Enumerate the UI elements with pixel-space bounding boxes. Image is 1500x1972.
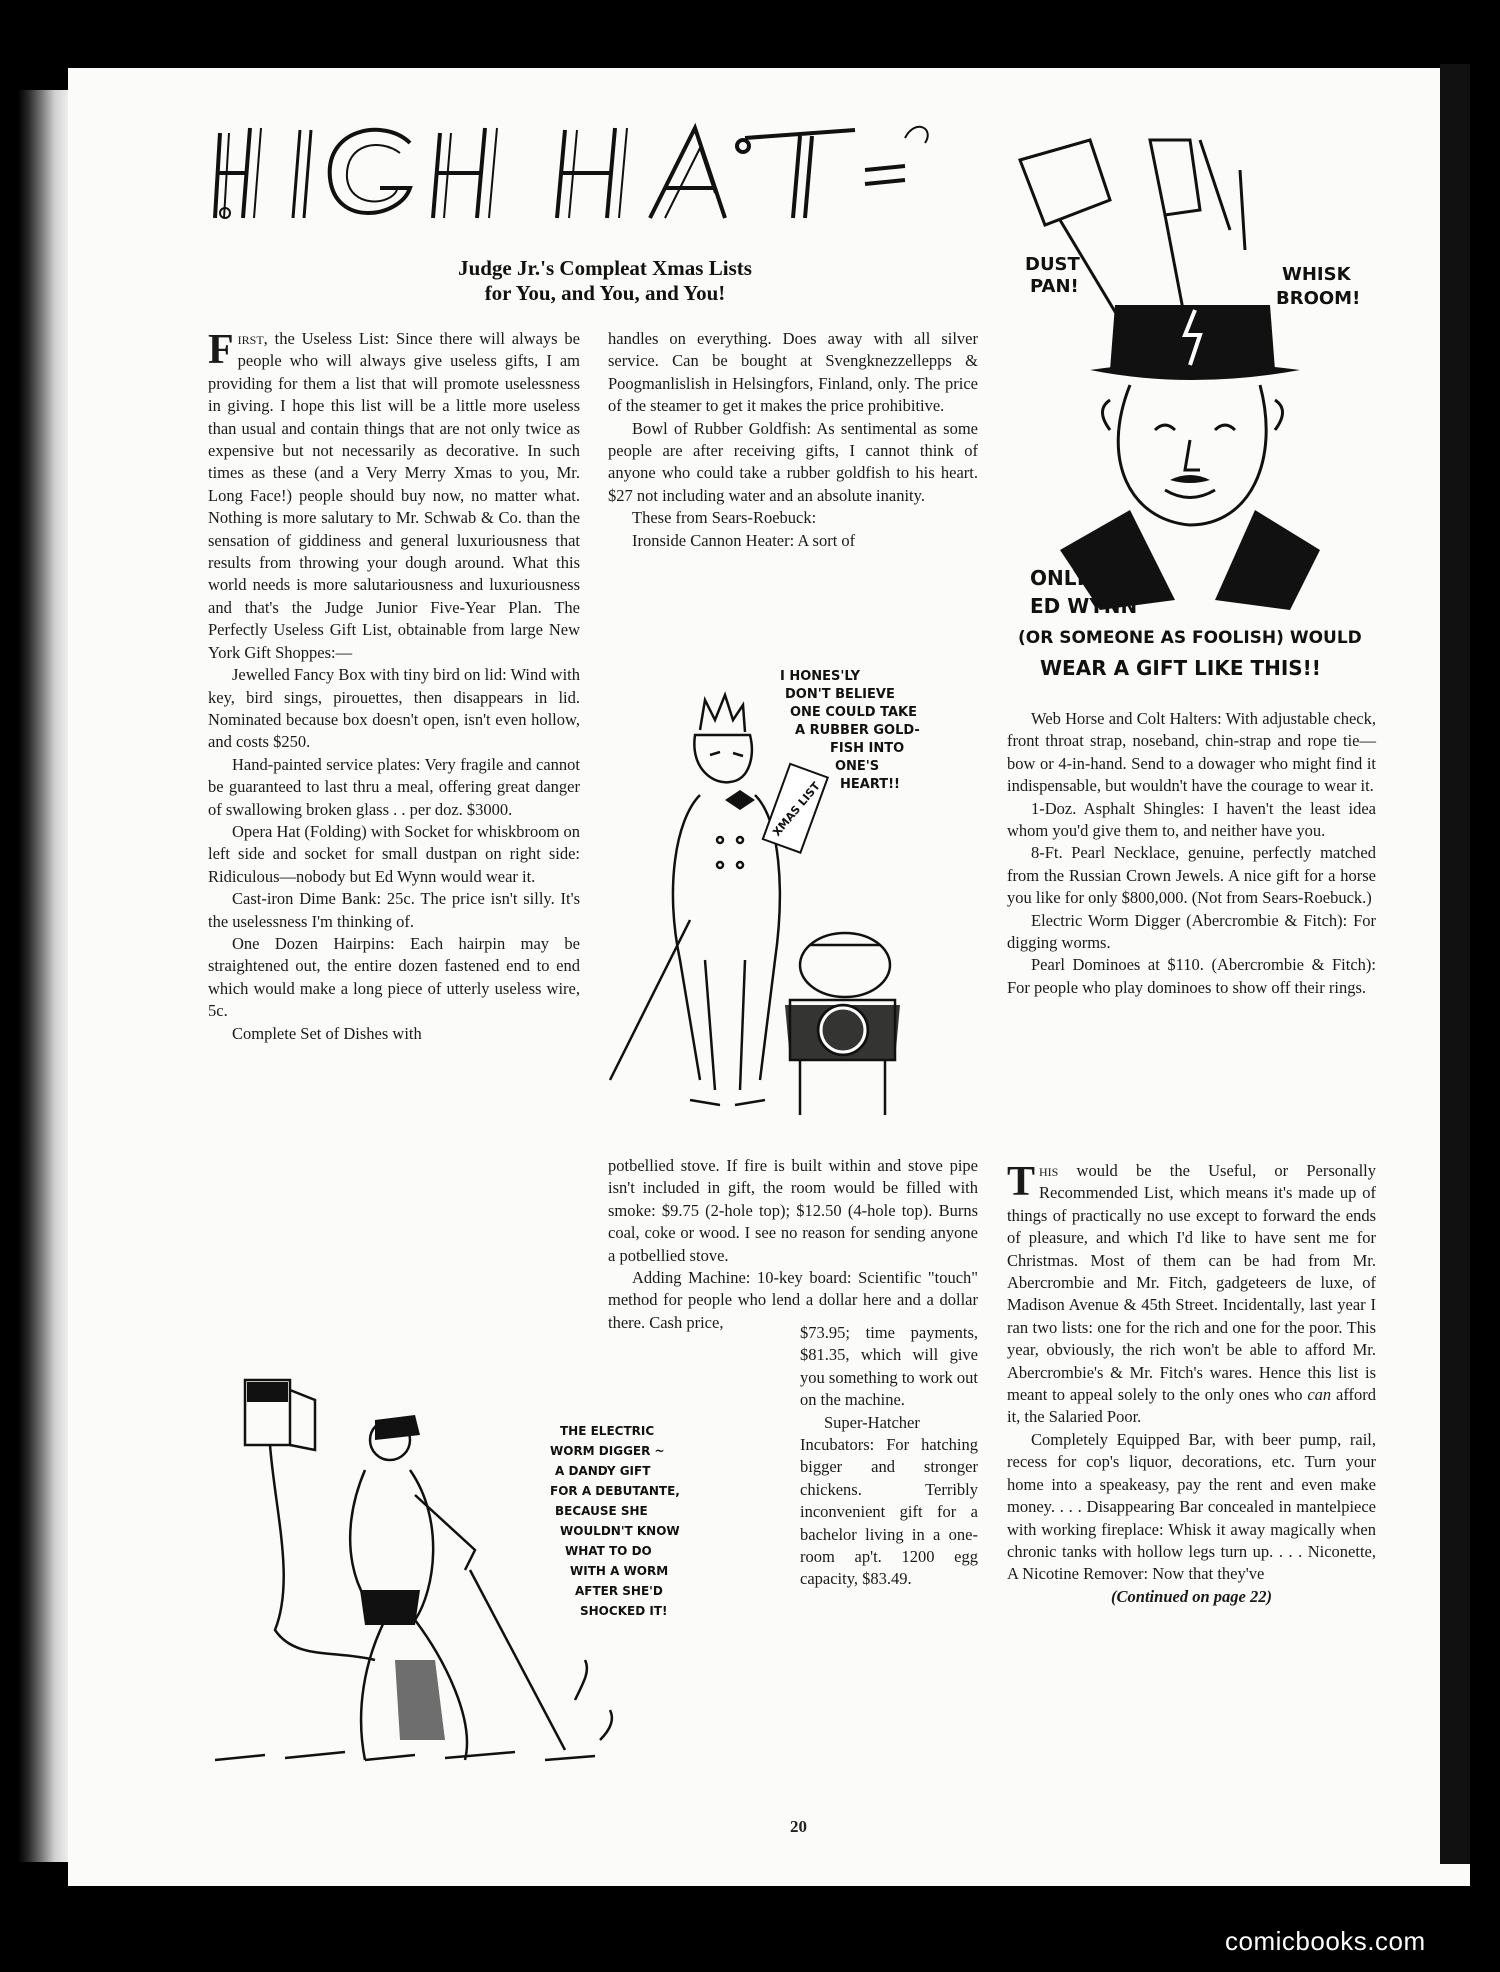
column-2 xyxy=(608,328,978,552)
continued-note: (Continued on page 22) xyxy=(1111,1586,1272,1606)
useful-list-intro xyxy=(1007,1160,1376,1429)
column-3-useful-list xyxy=(1007,1160,1376,1608)
column-2-narrow xyxy=(800,1322,978,1591)
sears-roebuck-heading: These from Sears-Roebuck: xyxy=(632,508,817,528)
gift-jewelled-box: Jewelled Fancy Box with tiny bird on lid: Wind with key, bird sings, pirouettes, then disappears in lid. Nominated because box doesn't open, isn't even hollow, and costs $250. xyxy=(208,665,580,752)
article-subtitle xyxy=(370,256,840,306)
gift-incubators: Super-Hatcher Incubators: For hatching bigger and stronger chickens. Terribly inconvenient gift for a bachelor living in a one-room ap't. 1200 egg capacity, $83.49. xyxy=(800,1412,978,1589)
gift-cannon-heater-start: Ironside Cannon Heater: A sort of xyxy=(632,530,856,550)
page-number: 20 xyxy=(790,1817,807,1836)
gift-asphalt-shingles: 1-Doz. Asphalt Shingles: I haven't the least idea whom you'd give them to, and neither have you. xyxy=(1007,798,1376,841)
adding-machine-text: Adding Machine: 10-key board: Scientific "touch" method for people who lend a dollar here and a dollar there. Cash price, xyxy=(608,1268,978,1332)
adding-machine-price: $73.95; time payments, $81.35, which will give you something to work out on the machine. xyxy=(800,1323,978,1410)
column-1-paragraph-1 xyxy=(208,328,580,664)
first-word: irst xyxy=(237,329,264,348)
goldfish-cartoon xyxy=(605,660,985,1140)
intro-text: , the Useless List: Since there will always be people who will always give useless gifts, I am providing for them a list that will promote uselessness in giving. I hope this list will be a little more useless than usual and contain things that are not only twice as expensive but not necessarily as decorative. In such times as these (and a Very Merry Xmas to you, Mr. Long Face!) people should buy now, no matter what. Nothing is more salutary to Mr. Schwab & Co. than the sensation of giddiness and general luxuriousness that results from throwing your dough around. What this world needs is more salutariousness and luxuriousness and that's the Judge Junior Five-Year Plan. The Perfectly Useless Gift List, obtainable from large New York Gift Shoppes:— xyxy=(208,329,580,662)
gift-opera-hat: Opera Hat (Folding) with Socket for whiskbroom on left side and socket for small dustpan on right side: Ridiculous—nobody but Ed Wynn would wear it. xyxy=(208,821,580,886)
gift-cannon-heater-continued: potbellied stove. If fire is built within and stove pipe isn't included in gift, the room would be filled with smoke: $9.75 (2-hole top); $12.50 (4-hole top). Burns coal, coke or wood. I see no reason for sending anyone a potbellied stove. xyxy=(608,1156,978,1265)
useful-intro-text: would be the Useful, or Personally Recommended List, which means it's made up of things of practically no use except to forward the ends of pleasure, and which I'd like to have sent me for Christmas. Most of them can be had from Mr. Abercrombie and Mr. Fitch, gadgeteers de luxe, of Madison Avenue & 45th Street. Incidentally, last year I ran two lists: one for the rich and one for the poor. This year, obviously, the rich won't be able to afford Mr. Abercrombie's & Mr. Fitch's wares. Hence this list is meant to appeal solely to the only ones who xyxy=(1007,1161,1376,1405)
useful-intro-end: afford it, the Salaried Poor. xyxy=(1007,1385,1377,1427)
subtitle-line-2: for You, and You, and You! xyxy=(484,281,726,305)
drop-cap-t: T xyxy=(1007,1159,1036,1205)
xmas-list-sign: XMAS LIST xyxy=(770,779,823,839)
column-2-lower xyxy=(608,1155,978,1334)
facing-page-edge xyxy=(1440,64,1470,1864)
goldfish-caption: I HONES'LY DON'T BELIEVE ONE COULD TAKE A RUBBER GOLD- FISH INTO ONE'S HEART!! xyxy=(780,669,920,792)
subtitle-line-1: Judge Jr.'s Compleat Xmas Lists xyxy=(458,256,752,280)
gift-dishes-start: Complete Set of Dishes with xyxy=(232,1023,422,1043)
drop-cap-f: F xyxy=(208,327,234,373)
dust-pan-label: DUST PAN! xyxy=(1025,254,1080,297)
gift-horse-halters: Web Horse and Colt Halters: With adjustable check, front throat strap, noseband, chin-strap and rope tie—bow or 4-in-hand. Send to a dowager who might find it indispensable, but wouldn't have the courage to wear it. xyxy=(1007,709,1376,796)
column-3 xyxy=(1007,708,1376,999)
gift-dishes-continued: handles on everything. Does away with all silver service. Can be bought at Svengknezzellepps & Poogmanlislish in Helsingfors, Finland, only. The price of the steamer to get it makes the price prohibitive. xyxy=(608,329,978,416)
gift-rubber-goldfish: Bowl of Rubber Goldfish: As sentimental as some people are after receiving gifts, I cannot think of anyone who could take a rubber goldfish to his heart. $27 not including water and an absolute inanity. xyxy=(608,418,978,505)
page-binding-shadow xyxy=(18,90,70,1862)
worm-digger-caption: THE ELECTRIC WORM DIGGER ~ A DANDY GIFT FOR A DEBUTANTE, BECAUSE SHE WOULDN'T KNOW WHAT TO DO WITH A WORM AFTER SHE'D SHOCKED IT! xyxy=(550,1424,680,1618)
emphasis-can: can xyxy=(1307,1385,1332,1405)
gift-worm-digger: Electric Worm Digger (Abercrombie & Fitch): For digging worms. xyxy=(1007,910,1376,953)
gift-pearl-dominoes: Pearl Dominoes at $110. (Abercrombie & Fitch): For people who play dominoes to show off their rings. xyxy=(1007,955,1376,997)
ed-wynn-caption: ONLY ED WYNN (OR SOMEONE AS FOOLISH) WOULD WEAR A GIFT LIKE THIS!! xyxy=(1018,566,1362,680)
high-hat-title xyxy=(205,118,980,228)
gift-service-plates: Hand-painted service plates: Very fragile and cannot be guaranteed to last thru a meal, offering great danger of swallowing broken glass . . per doz. $3000. xyxy=(208,754,580,819)
useful-first-word: his xyxy=(1039,1161,1059,1180)
ed-wynn-cartoon xyxy=(1000,130,1400,690)
whisk-broom-label: WHISK BROOM! xyxy=(1276,264,1361,309)
watermark: comicbooks.com xyxy=(1225,1926,1426,1956)
gift-equipped-bar: Completely Equipped Bar, with beer pump, rail, recess for cop's liquor, decorations, etc. Turn your home into a speakeasy, pay the rent and even make money. . . . Disappearing Bar concealed in mantelpiece with working fireplace: Whisk it away magically when chronic tanks with hollow legs turn up. . . . Niconette, A Nicotine Remover: Now that they've xyxy=(1007,1429,1376,1584)
gift-pearl-necklace: 8-Ft. Pearl Necklace, genuine, perfectly matched from the Russian Crown Jewels. A nice gift for a horse you like for only $800,000. (Not from Sears-Roebuck.) xyxy=(1007,843,1376,908)
worm-digger-cartoon xyxy=(215,1360,755,1780)
gift-dime-bank: Cast-iron Dime Bank: 25c. The price isn't silly. It's the uselessness I'm thinking of. xyxy=(208,889,580,931)
column-1 xyxy=(208,328,580,1045)
gift-hairpins: One Dozen Hairpins: Each hairpin may be straightened out, the entire dozen fastened end to end which would make a long piece of utterly useless wire, 5c. xyxy=(208,933,580,1021)
